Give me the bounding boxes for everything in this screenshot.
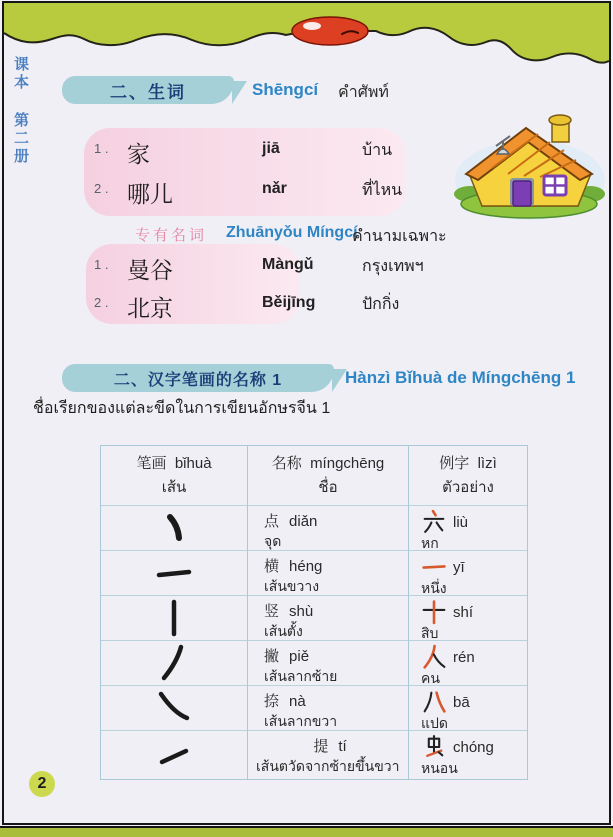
example-thai: สิบ [421, 625, 439, 641]
name-pinyin: piě [289, 648, 310, 665]
example-char-ba [409, 686, 527, 731]
top-green-border [4, 3, 609, 69]
example-char-chong [409, 731, 527, 779]
name-thai: เส้นตวัดจากซ้ายขึ้นขวา [256, 758, 400, 774]
header-zh: 笔画 [136, 455, 167, 472]
example-pinyin: bā [453, 693, 470, 711]
page-number-badge [29, 771, 55, 797]
item-number: 1 . [94, 141, 109, 156]
header-thai: เส้น [161, 479, 187, 496]
header-zh: 例字 [439, 455, 470, 472]
proper-noun-item [0, 290, 613, 322]
strokes-section-subtitle-thai: ชื่อเรียกของแต่ละขีดในการเขียนอักษรจีน 1 [33, 400, 331, 417]
name-thai: เส้นตั้ง [264, 623, 303, 639]
item-hanzi: 哪儿 [127, 182, 173, 208]
example-thai: หก [421, 535, 439, 551]
proper-noun-pinyin: Zhuānyǒu Míngcí [226, 224, 358, 241]
name-zh: 点 [264, 513, 280, 530]
example-thai: หนึ่ง [421, 580, 447, 596]
table-header-lizi [409, 446, 527, 506]
name-thai: จุด [264, 533, 282, 549]
stroke-name-pie [248, 641, 409, 686]
shi-glyph [421, 599, 447, 625]
house-illustration [452, 110, 607, 222]
proper-noun-thai: คำนามเฉพาะ [352, 228, 447, 245]
stroke-glyph-dian [101, 506, 248, 551]
name-pinyin: héng [289, 558, 323, 575]
name-zh: 竖 [264, 603, 280, 620]
example-pinyin: yī [453, 558, 465, 576]
example-char-ren [409, 641, 527, 686]
vocab-item [0, 176, 613, 208]
name-pinyin: shù [289, 603, 314, 620]
item-hanzi: 北京 [127, 296, 173, 322]
name-thai: เส้นขวาง [264, 578, 320, 594]
item-number: 2 . [94, 295, 109, 310]
item-thai: กรุงเทพฯ [362, 258, 424, 275]
item-thai: ปักกิ่ง [362, 296, 400, 313]
stroke-glyph-na [101, 686, 248, 731]
item-hanzi: 家 [127, 142, 150, 168]
sidebar-volume-label: 课本 第二册 [12, 56, 29, 166]
vocab-section-title [62, 76, 234, 104]
strokes-section-pinyin: Hànzì Bǐhuà de Míngchēng 1 [345, 368, 576, 387]
header-thai: ชื่อ [318, 479, 338, 496]
strokes-section-title [62, 364, 334, 392]
name-zh: 捺 [264, 693, 280, 710]
example-pinyin: chóng [453, 738, 494, 756]
item-pinyin: Běijīng [262, 294, 316, 311]
stroke-name-shu [248, 596, 409, 641]
table-header-bihua [101, 446, 248, 506]
stroke-glyph-shu [101, 596, 248, 641]
proper-noun-zh: 专有名词 [135, 227, 208, 244]
stroke-glyph-heng [101, 551, 248, 596]
stroke-name-ti [248, 731, 409, 779]
stroke-name-heng [248, 551, 409, 596]
name-pinyin: tí [338, 738, 347, 755]
proper-noun-heading [0, 224, 613, 246]
item-pinyin: nǎr [262, 180, 287, 197]
yi-glyph [421, 554, 447, 580]
name-thai: เส้นลากขวา [264, 713, 338, 729]
example-thai: หนอน [421, 760, 458, 776]
stroke-table [100, 445, 528, 780]
example-pinyin: liù [453, 513, 469, 531]
vocab-section-pinyin: Shēngcí [252, 80, 319, 99]
footer-green-strip [0, 826, 613, 837]
stroke-glyph-ti [101, 731, 248, 779]
page-number: 2 [37, 775, 47, 792]
stroke-glyph-pie [101, 641, 248, 686]
stroke-name-na [248, 686, 409, 731]
ladybug-icon [292, 17, 368, 45]
item-number: 2 . [94, 181, 109, 196]
vocab-section-thai: คำศัพท์ [338, 84, 389, 101]
name-zh: 提 [313, 738, 329, 755]
stroke-name-dian [248, 506, 409, 551]
header-pinyin: lìzì [477, 455, 497, 472]
proper-noun-item [0, 252, 613, 284]
liu-glyph [421, 509, 447, 535]
item-hanzi: 曼谷 [127, 258, 173, 284]
header-zh: 名称 [271, 455, 302, 472]
header-pinyin: bǐhuà [174, 455, 212, 472]
chong-glyph [421, 734, 447, 760]
name-thai: เส้นลากซ้าย [264, 668, 338, 684]
vocab-section-title-text: 二、生词 [110, 82, 186, 102]
ba-glyph [421, 689, 447, 715]
vocab-item [0, 136, 613, 168]
item-thai: บ้าน [362, 142, 393, 159]
name-zh: 撇 [264, 648, 280, 665]
example-pinyin: rén [453, 648, 475, 666]
name-zh: 横 [264, 558, 280, 575]
item-number: 1 . [94, 257, 109, 272]
strokes-section-title-text: 二、汉字笔画的名称 1 [113, 371, 283, 389]
example-thai: แปด [421, 715, 449, 731]
item-pinyin: Màngǔ [262, 256, 314, 273]
item-thai: ที่ไหน [362, 182, 403, 199]
header-thai: ตัวอย่าง [442, 479, 494, 496]
example-thai: คน [421, 670, 440, 686]
item-pinyin: jiā [262, 140, 280, 157]
example-pinyin: shí [453, 603, 474, 621]
example-char-liu [409, 506, 527, 551]
example-char-yi [409, 551, 527, 596]
name-pinyin: diǎn [289, 513, 318, 530]
header-pinyin: míngchēng [310, 455, 385, 472]
table-header-mingcheng [248, 446, 409, 506]
ren-glyph [421, 644, 447, 670]
example-char-shi [409, 596, 527, 641]
name-pinyin: nà [289, 693, 306, 710]
